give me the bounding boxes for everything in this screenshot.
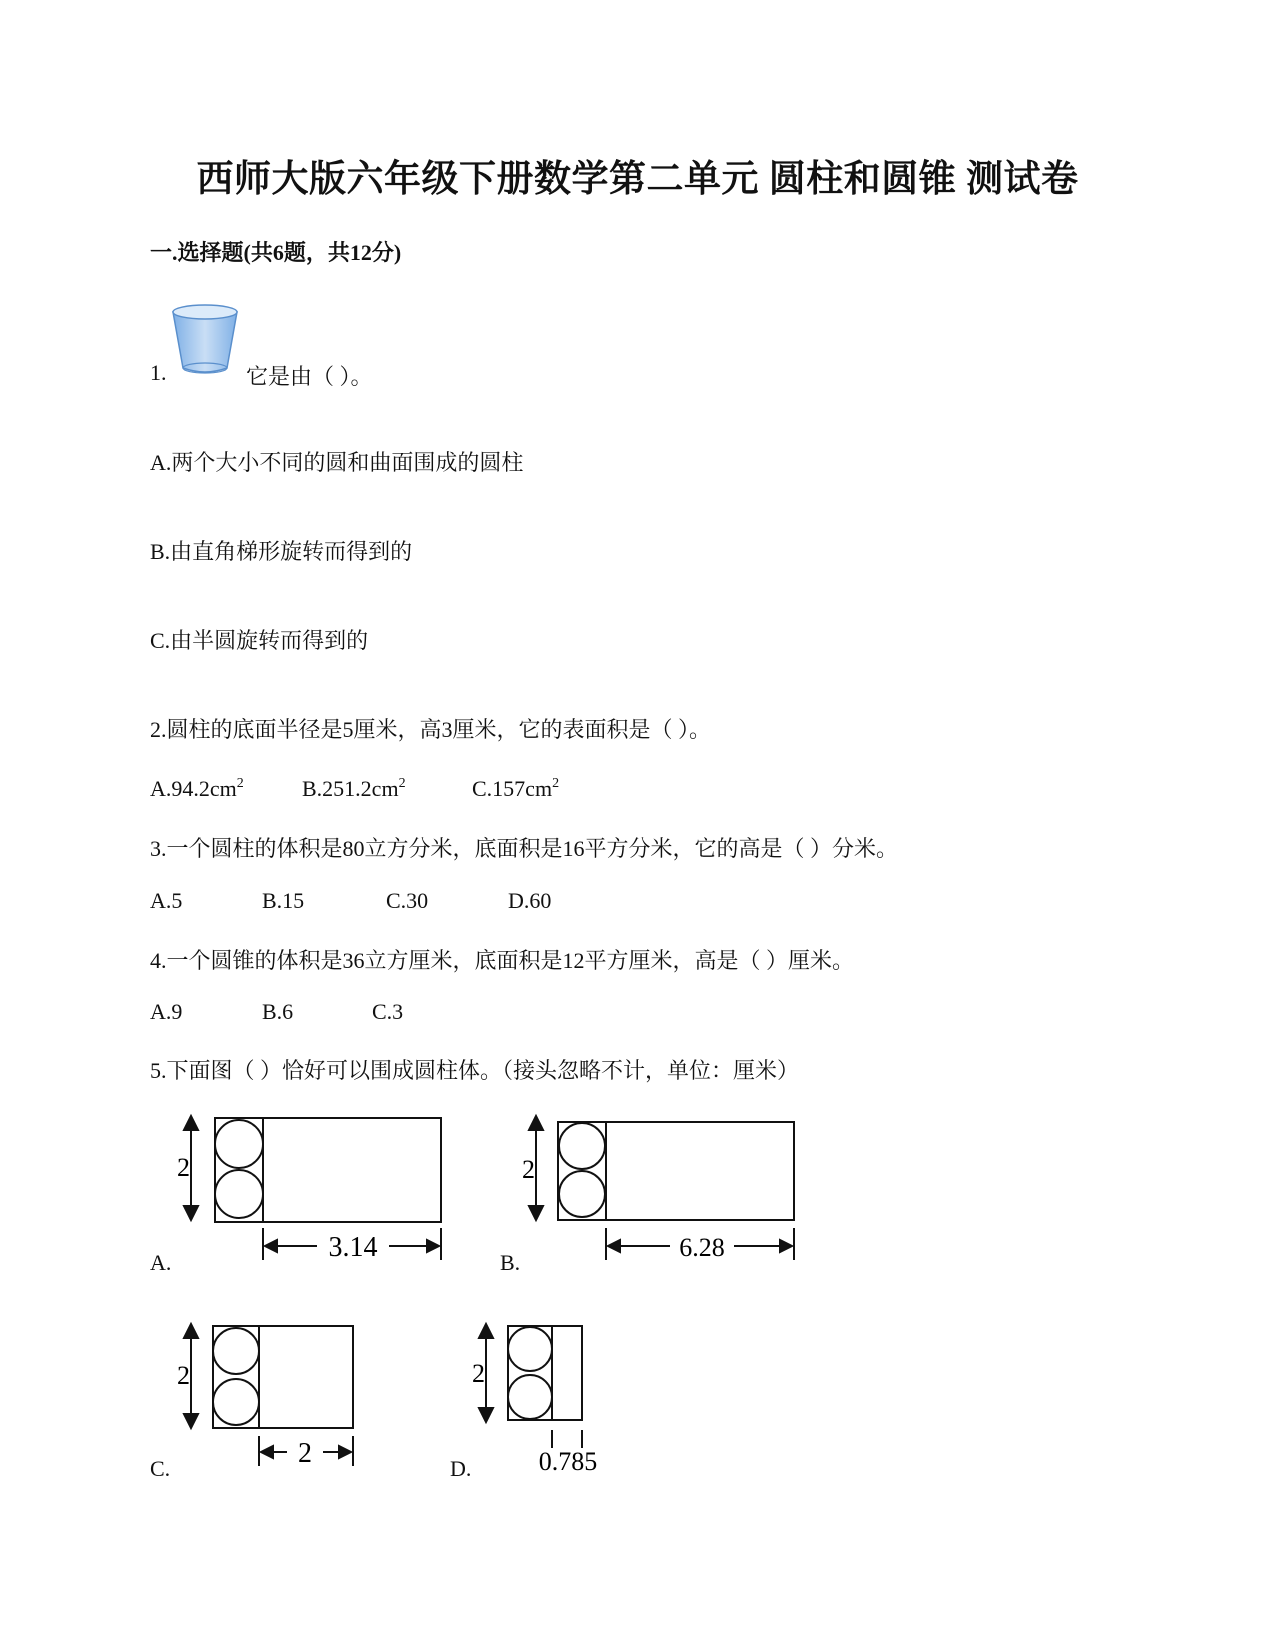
q4-option-c: C.3	[372, 999, 404, 1024]
q5-figure-c-label: C.	[150, 1456, 171, 1481]
q5-figure-b-height: 2	[522, 1155, 535, 1184]
q2-option-c: $C.157cm^2$	[472, 776, 560, 801]
q2-text: 2.圆柱的底面半径是5厘米，高3厘米，它的表面积是（ ）。	[150, 717, 712, 742]
q1-number: 1.	[150, 360, 167, 385]
q5-figure-d	[470, 1318, 610, 1478]
q5-figure-d-width: 0.785	[538, 1447, 598, 1476]
q1-text: 它是由（ ）。	[246, 364, 373, 389]
q5-figure-b	[520, 1110, 810, 1270]
q5-figure-c-height: 2	[177, 1361, 190, 1390]
q4-text: 4.一个圆锥的体积是36立方厘米，底面积是12平方厘米，高是（ ）厘米。	[150, 948, 855, 973]
q5-figure-d-height: 2	[472, 1359, 485, 1388]
section-heading: 一.选择题(共6题，共12分)	[150, 240, 402, 265]
q5-text: 5.下面图（ ）恰好可以围成圆柱体。（接头忽略不计，单位：厘米）	[150, 1058, 800, 1083]
q2-option-b: $B.251.2cm^2$	[302, 776, 406, 801]
q5-figure-d-label: D.	[450, 1456, 472, 1481]
q5-figure-a-label: A.	[150, 1250, 172, 1275]
q3-text: 3.一个圆柱的体积是80立方分米，底面积是16平方分米，它的高是（ ）分米。	[150, 836, 899, 861]
q5-figure-b-label: B.	[500, 1250, 521, 1275]
q3-option-d: D.60	[508, 888, 552, 913]
q1-option-a: A.两个大小不同的圆和曲面围成的圆柱	[150, 450, 524, 475]
q4-option-a: A.9	[150, 999, 183, 1024]
q4-option-b: B.6	[262, 999, 294, 1024]
q5-figure-a	[175, 1110, 455, 1270]
q5-figure-c-width: 2	[298, 1438, 312, 1469]
q3-option-a: A.5	[150, 888, 183, 913]
q2-option-a: $A.94.2cm^2$	[150, 776, 244, 801]
bucket-icon	[170, 302, 240, 378]
q5-figure-a-height: 2	[177, 1153, 190, 1182]
q3-option-b: B.15	[262, 888, 305, 913]
q5-figure-c	[175, 1318, 375, 1478]
page-title: 西师大版六年级下册数学第二单元 圆柱和圆锥 测试卷	[196, 159, 1079, 200]
q5-figure-a-width: 3.14	[328, 1232, 378, 1263]
q1-option-b: B.由直角梯形旋转而得到的	[150, 539, 413, 564]
q5-figure-b-width: 6.28	[679, 1233, 725, 1262]
q3-option-c: C.30	[386, 888, 429, 913]
q1-option-c: C.由半圆旋转而得到的	[150, 628, 369, 653]
